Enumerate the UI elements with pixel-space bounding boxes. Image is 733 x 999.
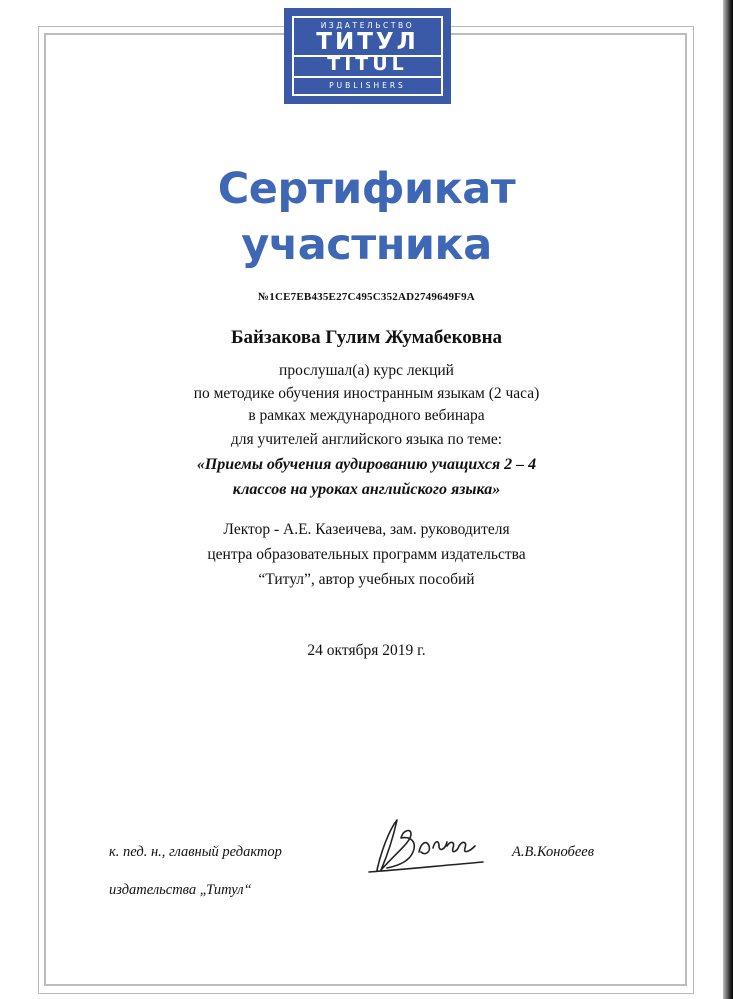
topic-line: классов на уроках английского языка» xyxy=(232,481,501,498)
body-text-line: в рамках международного вебинара xyxy=(248,407,485,424)
certificate-number: №1CE7EB435E27C495C352AD2749649F9A xyxy=(258,291,475,303)
logo-bottom-text: PUBLISHERS xyxy=(329,81,406,90)
body-text-line: для учителей английского языка по теме: xyxy=(230,431,503,448)
lecturer-line: “Титул”, автор учебных пособий xyxy=(258,571,475,588)
page-edge-shadow xyxy=(723,0,733,999)
lecturer-line: Лектор - А.Е. Казеичева, зам. руководителя xyxy=(223,521,510,538)
logo-en-text: TITUL xyxy=(327,53,408,75)
logo-divider xyxy=(294,76,441,78)
signatory-name: А.В.Конобеев xyxy=(512,844,595,860)
certificate-title-line1: Сертификат xyxy=(217,164,516,214)
lecturer-line: центра образовательных программ издательства xyxy=(207,546,526,563)
body-text-line: прослушал(а) курс лекций xyxy=(279,362,454,379)
certificate-title-line2: участника xyxy=(241,220,492,270)
topic-line: «Приемы обучения аудированию учащихся 2 – 4 xyxy=(196,456,537,473)
participant-name: Байзакова Гулим Жумабековна xyxy=(230,327,503,348)
signatory-organization: издательства „Титул“ xyxy=(109,882,252,898)
logo-top-text: ИЗДАТЕЛЬСТВО xyxy=(320,21,415,30)
titul-publisher-logo xyxy=(284,8,451,104)
logo-ru-text: ТИТУЛ xyxy=(316,29,419,55)
body-text-line: по методике обучения иностранным языкам (2 часа) xyxy=(193,385,540,402)
certificate-date: 24 октября 2019 г. xyxy=(307,642,426,659)
handwritten-signature xyxy=(367,812,489,878)
signatory-role: к. пед. н., главный редактор xyxy=(109,844,282,860)
